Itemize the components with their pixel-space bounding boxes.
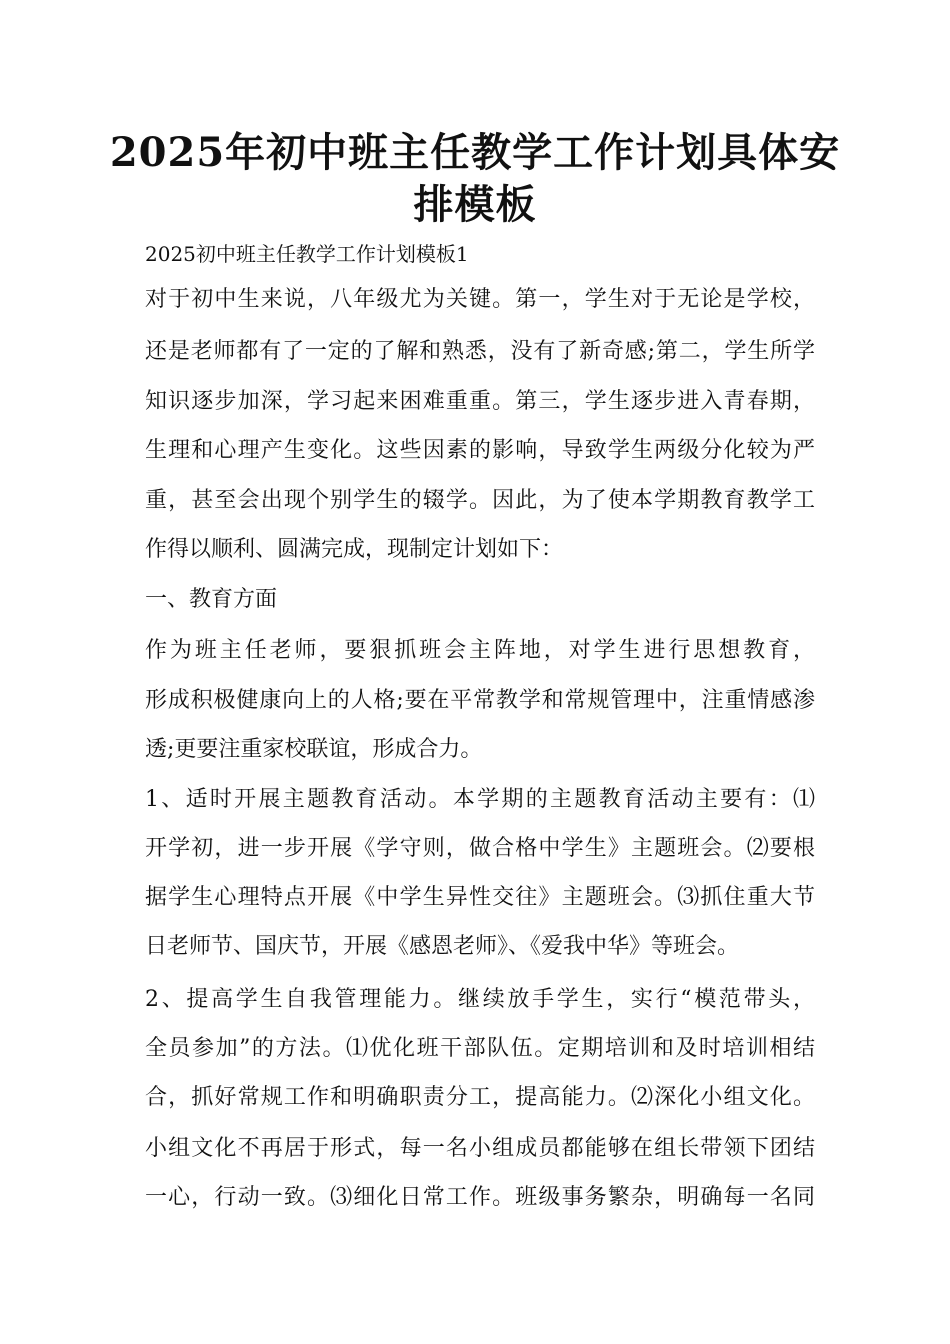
body-text-line: 透;更要注重家校联谊，形成合力。 <box>145 737 483 762</box>
body-text-line: 重，甚至会出现个别学生的辍学。因此，为了使本学期教育教学工 <box>145 488 815 513</box>
body-text-line: 小组文化不再居于形式，每一名小组成员都能够在组长带领下团结 <box>145 1136 815 1161</box>
body-text-line: 生理和心理产生变化。这些因素的影响，导致学生两级分化较为严 <box>145 438 815 463</box>
body-text-line: 合，抓好常规工作和明确职责分工，提高能力。⑵深化小组文化。 <box>145 1085 815 1110</box>
body-text-line: 作为班主任老师，要狠抓班会主阵地，对学生进行思想教育， <box>145 638 815 663</box>
body-text-line: 开学初，进一步开展《学守则，做合格中学生》主题班会。⑵要根 <box>145 836 815 861</box>
section-heading: 一、教育方面 <box>145 587 278 612</box>
body-text-line: 一心，行动一致。⑶细化日常工作。班级事务繁杂，明确每一名同 <box>145 1185 815 1210</box>
body-text-line: 形成积极健康向上的人格;要在平常教学和常规管理中，注重情感渗 <box>145 688 815 713</box>
body-text-line: 知识逐步加深，学习起来困难重重。第三，学生逐步进入青春期， <box>145 389 815 414</box>
body-text-line: 据学生心理特点开展《中学生异性交往》主题班会。⑶抓住重大节 <box>145 885 815 910</box>
body-text-line: 作得以顺利、圆满完成，现制定计划如下： <box>145 537 564 562</box>
document-title-line-1: 2025年初中班主任教学工作计划具体安 <box>109 129 841 176</box>
body-text-line: 日老师节、国庆节，开展《感恩老师》、《爱我中华》等班会。 <box>145 934 740 959</box>
body-text-line: 全员参加”的方法。⑴优化班干部队伍。定期培训和及时培训相结 <box>145 1036 815 1061</box>
body-text-line: 2、提高学生自我管理能力。继续放手学生，实行“模范带头， <box>145 987 815 1012</box>
document-title-line-2: 排模板 <box>413 181 537 228</box>
section-subheading: 2025初中班主任教学工作计划模板1 <box>145 242 469 266</box>
body-text-line: 1、适时开展主题教育活动。本学期的主题教育活动主要有：⑴ <box>145 787 815 812</box>
body-text-line: 还是老师都有了一定的了解和熟悉，没有了新奇感;第二，学生所学 <box>145 339 815 364</box>
body-text-line: 对于初中生来说，八年级尤为关键。第一，学生对于无论是学校， <box>145 287 815 312</box>
